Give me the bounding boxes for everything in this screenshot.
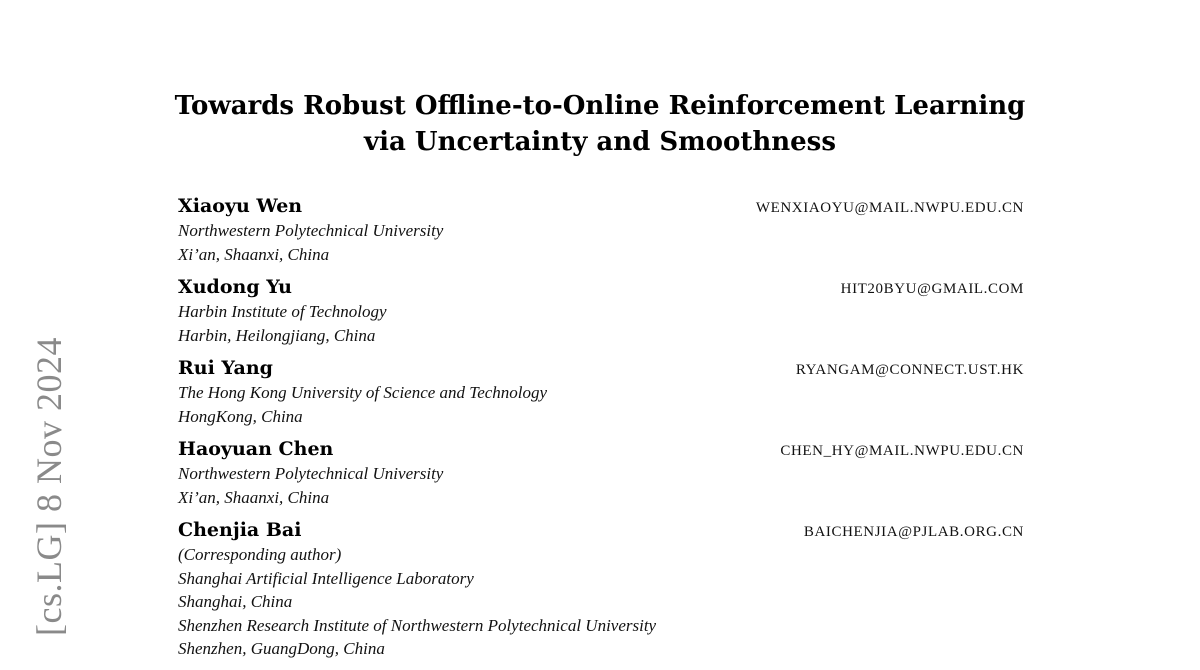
author-block — [178, 437, 1024, 509]
author-location: Shanghai, China — [178, 592, 293, 611]
author-block — [178, 275, 1024, 347]
author-name: Xudong Yu — [178, 276, 292, 298]
author-affiliation: Northwestern Polytechnical University — [178, 221, 444, 240]
author-location: Shenzhen, GuangDong, China — [178, 639, 385, 658]
author-block — [178, 194, 1024, 266]
author-email: HIT20BYU@GMAIL.COM — [840, 281, 1024, 297]
author-block — [178, 518, 1024, 661]
arxiv-stamp: [cs.LG] 8 Nov 2024 — [29, 337, 69, 636]
paper-title — [150, 88, 1050, 160]
author-name: Xiaoyu Wen — [178, 195, 303, 217]
author-block — [178, 356, 1024, 428]
author-email: CHEN_HY@MAIL.NWPU.EDU.CN — [780, 443, 1024, 459]
author-affiliation: Shanghai Artificial Intelligence Laboratory — [178, 568, 474, 588]
author-location: HongKong, China — [178, 406, 303, 426]
author-name: Haoyuan Chen — [178, 438, 334, 460]
author-email: WENXIAOYU@MAIL.NWPU.EDU.CN — [755, 200, 1024, 216]
author-email: RYANGAM@CONNECT.UST.HK — [795, 362, 1024, 378]
author-affiliation: The Hong Kong University of Science and Technology — [178, 383, 548, 402]
author-list — [178, 194, 1024, 670]
paper-title-line-2: via Uncertainty and Smoothness — [364, 127, 836, 157]
author-name: Chenjia Bai — [178, 519, 302, 541]
author-location: Xi’an, Shaanxi, China — [178, 487, 330, 507]
author-role-note: (Corresponding author) — [178, 545, 342, 564]
author-email: BAICHENJIA@PJLAB.ORG.CN — [803, 524, 1024, 540]
author-location: Xi’an, Shaanxi, China — [178, 244, 330, 264]
author-affiliation: Harbin Institute of Technology — [178, 302, 387, 321]
author-affiliation: Northwestern Polytechnical University — [178, 464, 444, 483]
paper-title-line-1: Towards Robust Offline-to-Online Reinforcement Learning — [174, 91, 1026, 121]
author-affiliation: Shenzhen Research Institute of Northwestern Polytechnical University — [178, 615, 657, 635]
author-name: Rui Yang — [178, 357, 273, 379]
author-location: Harbin, Heilongjiang, China — [178, 325, 376, 345]
